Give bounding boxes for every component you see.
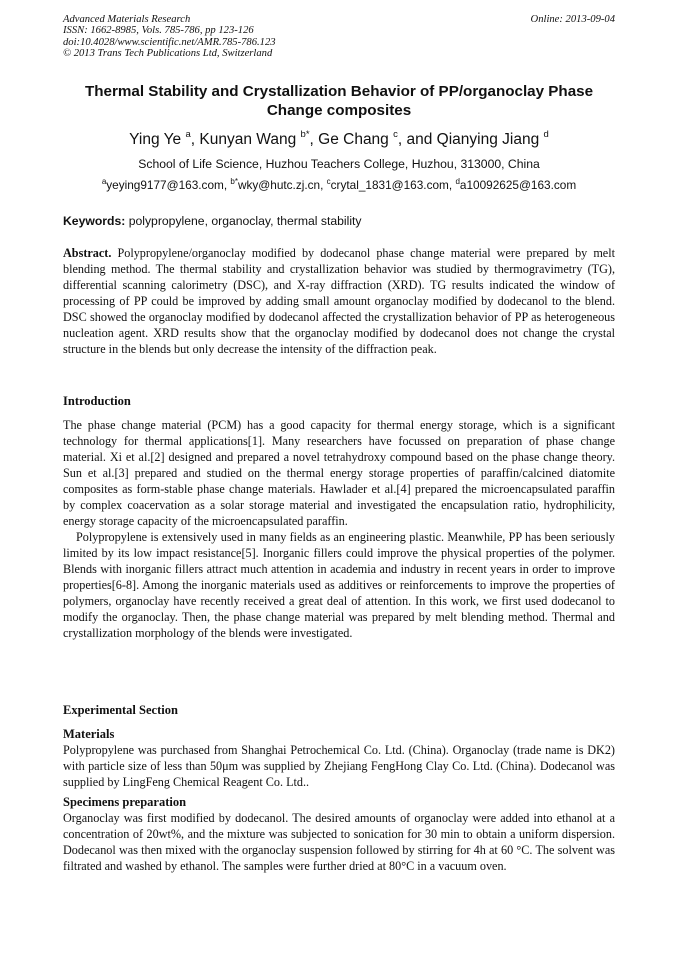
author-list [63,130,615,149]
specimens-body [63,810,615,874]
email: $^{b*}$wky@hutc.zj.cn, [230,177,327,192]
specimens-heading: Specimens preparation [63,795,187,809]
author: Ying Ye $^a$, [129,129,200,148]
paragraph: Polypropylene is extensively used in many fields as an engineering plastic. Meanwhile, PP has been seriously limited by its low impact resistance[5]. Inorganic fillers could improve the physical properties of the polymer. Blends with inorganic fillers attract much attention in academia and industry in recent years in order to improve properties[6-8]. Among the inorganic materials used as additives or reinforcements to improve the properties of polymers, organoclay have recently received a great deal of attention. In this work, we first used dodecanol to modify the organoclay. Then, the phase change material was prepared by melt blending method. Thermal and crystallization morphology of the blends were investigated. [63,530,615,640]
affiliation: School of Life Science, Huzhou Teachers College, Huzhou, 313000, China [138,157,540,171]
author: Qianying Jiang $^d$ [436,129,549,148]
paragraph: Polypropylene was purchased from Shanghai Petrochemical Co. Ltd. (China). Organoclay (trade name is DK2) with particle size of less than 50μm was supplied by Zhejiang FengHong Clay Co. Ltd. (China). Dodecanol was supplied by LingFeng Chemical Reagent Co. Ltd.. [63,743,615,789]
author: Kunyan Wang $^{b*}$, [199,129,319,148]
issn-line: ISSN: 1662-8985, Vols. 785-786, pp 123-126 [63,25,254,37]
keywords-text: polypropylene, organoclay, thermal stability [125,214,362,228]
materials-body [63,742,615,790]
abstract-text: Polypropylene/organoclay modified by dodecanol phase change material were prepared by melt blending method. The thermal stability and crystallization behavior was studied by thermogravimetry (TG), differential scanning calorimetry (DSC), and X-ray diffraction (XRD). TG results indicated the window of processing of PP could be improved by adding small amount organoclay modified by dodecanol to the blend. DSC showed the organoclay modified by dodecanol affected the crystallization behavior of PP as heterogeneous nucleation agent. XRD results show that the organoclay modified by dodecanol does not change the crystal structure in the blends but only decrease the intensity of the diffraction peak. [63,246,615,356]
introduction-body [63,417,615,641]
introduction-heading: Introduction [63,394,131,408]
abstract-label: Abstract. [63,246,112,260]
email: $^c$crytal_1831@163.com, [326,177,456,192]
paragraph: Organoclay was first modified by dodecanol. The desired amounts of organoclay were added into ethanol at a concentration of 20wt%, and the mixture was subjected to sonication for 30 min to obtain a uniform dispersion. Dodecanol was then mixed with the organoclay suspension followed by stirring for 4h at 60 °C. The solvent was filtrated and washed by ethanol. The samples were further dried at 80°C in a vacuum oven. [63,811,615,873]
experimental-heading: Experimental Section [63,703,178,717]
paragraph: The phase change material (PCM) has a good capacity for thermal energy storage, which is a significant technology for thermal applications[1]. Many researchers have focussed on preparation of phase change material. Xi et al.[2] designed and prepared a novel tetrahydroxy compound based on the phase change theory. Sun et al.[3] prepared and studied on the thermal energy storage properties of paraffin/calcined diatomite composites as form-stable phase change materials. Hawlader et al.[4] prepared the microencapsulated paraffin by complex coacervation as a solar storage material and investigated the encapsulation ratio, hydrophilicity, energy storage capacity of the microencapsulated paraffin. [63,418,615,528]
copyright-line: © 2013 Trans Tech Publications Ltd, Switzerland [63,48,273,60]
materials-heading: Materials [63,727,115,741]
email-list [63,178,615,193]
email: $^d$a10092625@163.com [455,177,577,192]
doi-line: doi:10.4028/www.scientific.net/AMR.785-786.123 [63,36,276,48]
abstract [63,245,615,357]
online-date: Online: 2013-09-04 [530,14,615,25]
keywords-label: Keywords: [63,214,126,228]
journal-header [63,14,615,60]
journal-name: Advanced Materials Research [63,14,191,25]
paper-title: Thermal Stability and Crystallization Behavior of PP/organoclay Phase Change composites [84,83,594,119]
email: $^a$yeying9177@163.com, [101,177,231,192]
author: Ge Chang $^c$, and [318,129,437,148]
keywords [63,214,615,229]
